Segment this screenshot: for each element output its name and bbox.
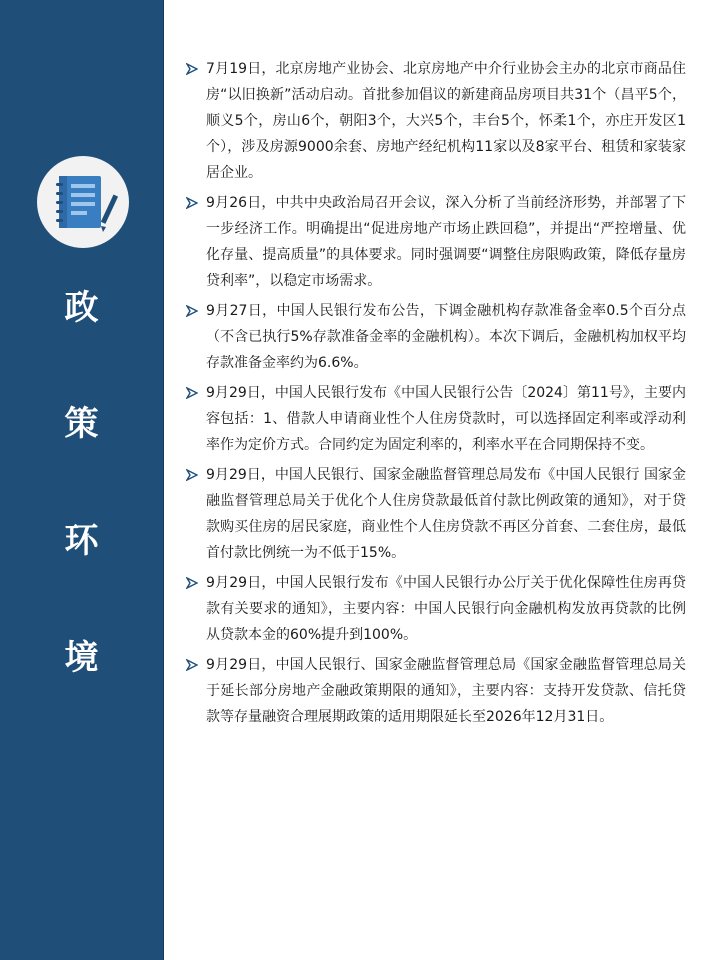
list-item bbox=[186, 380, 686, 458]
list-item-text: 7月19日，北京房地产业协会、北京房地产中介行业协会主办的北京市商品住房“以旧换新”活动启动。首批参加倡议的新建商品房项目共31个（昌平5个，顺义5个，房山6个，朝阳3个，大兴5个，丰台5个，怀柔1个，亦庄开发区1个），涉及房源9000余套、房地产经纪机构11家以及8家平台、租赁和家装家居企业。 bbox=[206, 61, 686, 181]
sidebar-title-char: 环 bbox=[64, 521, 99, 561]
list-item bbox=[186, 652, 686, 730]
arrow-bullet-icon bbox=[186, 387, 198, 399]
policy-list bbox=[186, 56, 686, 734]
sidebar-title-char: 策 bbox=[64, 404, 99, 444]
sidebar-title-char: 境 bbox=[64, 638, 99, 678]
list-item-text: 9月29日，中国人民银行、国家金融监督管理总局《国家金融监督管理总局关于延长部分房地产金融政策期限的通知》，主要内容：支持开发贷款、信托贷款等存量融资合理展期政策的适用期限延长至2026年12月31日。 bbox=[206, 657, 686, 725]
list-item bbox=[186, 298, 686, 376]
arrow-bullet-icon bbox=[186, 197, 198, 209]
list-item-text: 9月29日，中国人民银行发布《中国人民银行办公厅关于优化保障性住房再贷款有关要求的通知》，主要内容：中国人民银行向金融机构发放再贷款的比例从贷款本金的60%提升到100%。 bbox=[206, 575, 686, 643]
list-item bbox=[186, 570, 686, 648]
list-item-text: 9月29日，中国人民银行发布《中国人民银行公告〔2024〕第11号》，主要内容包括：1、借款人申请商业性个人住房贷款时，可以选择固定利率或浮动利率作为定价方式。合同约定为固定利率的，利率水平在合同期保持不变。 bbox=[206, 385, 686, 453]
arrow-bullet-icon bbox=[186, 469, 198, 481]
sidebar-title-char: 政 bbox=[64, 288, 99, 328]
arrow-bullet-icon bbox=[186, 305, 198, 317]
arrow-bullet-icon bbox=[186, 63, 198, 75]
list-item-text: 9月26日，中共中央政治局召开会议，深入分析了当前经济形势，并部署了下一步经济工作。明确提出“促进房地产市场止跌回稳”，并提出“严控增量、优化存量、提高质量”的具体要求。同时强调要“调整住房限购政策，降低存量房贷利率”，以稳定市场需求。 bbox=[206, 195, 686, 289]
list-item bbox=[186, 56, 686, 186]
list-item bbox=[186, 462, 686, 566]
list-item-text: 9月27日，中国人民银行发布公告，下调金融机构存款准备金率0.5个百分点（不含已执行5%存款准备金率的金融机构）。本次下调后，金融机构加权平均存款准备金率约为6.6%。 bbox=[206, 303, 686, 371]
arrow-bullet-icon bbox=[186, 659, 198, 671]
notebook-pen-icon bbox=[37, 156, 129, 248]
arrow-bullet-icon bbox=[186, 577, 198, 589]
sidebar-panel bbox=[0, 0, 164, 960]
list-item-text: 9月29日，中国人民银行、国家金融监督管理总局发布《中国人民银行 国家金融监督管理总局关于优化个人住房贷款最低首付款比例政策的通知》，对于贷款购买住房的居民家庭，商业性个人住房贷款不再区分首套、二套住房，最低首付款比例统一为不低于15%。 bbox=[206, 467, 686, 561]
list-item bbox=[186, 190, 686, 294]
